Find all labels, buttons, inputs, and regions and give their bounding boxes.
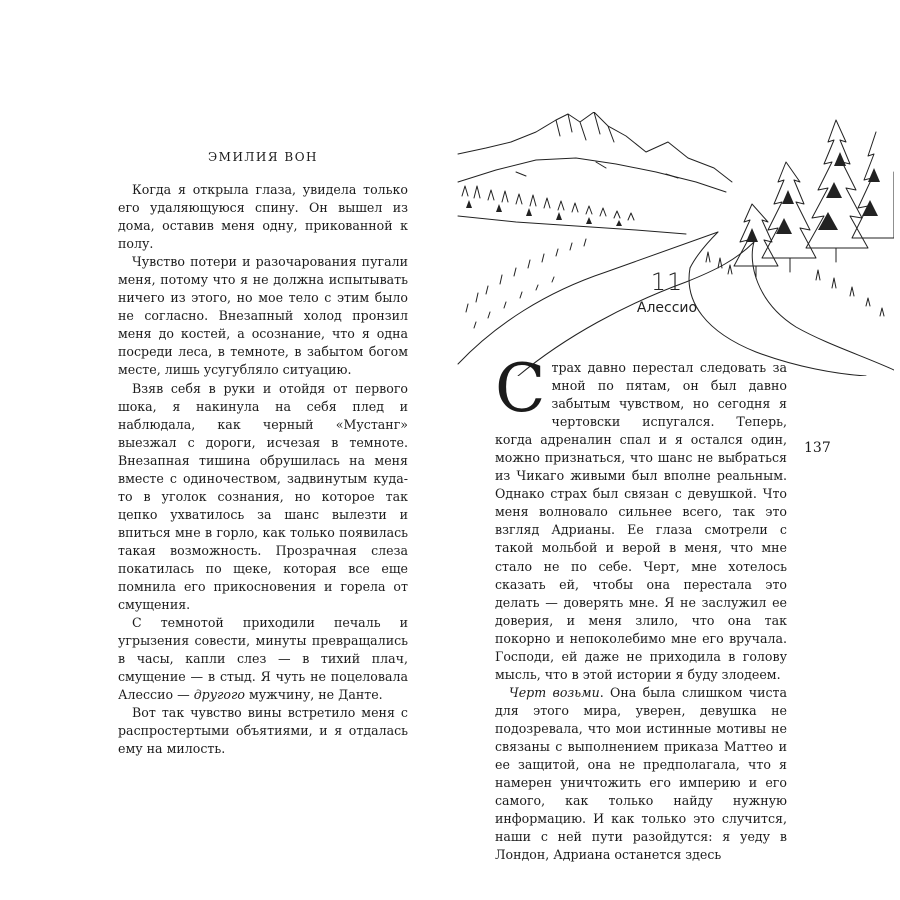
paragraph: Взяв себя в руки и отойдя от первого шока, я накинула на себя плед и наблюдала, как черный «Мустанг» выезжал с дороги, исчезая в темноте. Внезапная тишина обрушилась на меня вместе с одиночеством, задвинутым куда-то в уголок сознания, но которое так цепко ухватилось за шанс вылезти и впиться мне в горло, как только появилась такая возможность. Прозрачная слеза покатилась по щеке, которая все еще помнила его прикосновения и горела от смущения.: [118, 380, 408, 613]
paragraph: [118, 614, 408, 704]
paragraph: [495, 350, 787, 684]
mountain-road-illustration: [456, 112, 894, 376]
paragraph: Вот так чувство вины встретило меня с распростертыми объятиями, и я отдалась ему на милость.: [118, 705, 408, 757]
left-text-block: [118, 181, 408, 759]
page-number: 137: [804, 440, 831, 456]
paragraph: Чувство потери и разочарования пугали меня, потому что я не должна испытывать ничего из этого, но мое тело с этим было не согласно. Внезапный холод пронзил меня до костей, а осознание, что я одна посреди леса, в темноте, в забытом богом месте, лишь усугубляло ситуацию.: [118, 254, 408, 378]
paragraph: [495, 684, 787, 864]
paragraph-text: . Она была слишком чиста для этого мира, уверен, девушка не подозревала, что мои истинные мотивы не связаны с выполнением приказа Маттео и ее защитой, она не предполагала, что я намерен уничтожить его империю и его самого, как только найду нужную информацию. И как только это случится, наши с ней пути разойдутся: я уеду в Лондон, Адриана останется здесь: [495, 684, 787, 863]
paragraph: Когда я открыла глаза, увидела только его удаляющуюся спину. Он вышел из дома, оставив меня одну, прикованной к полу.: [118, 182, 408, 252]
drop-cap: С: [495, 350, 546, 427]
emphasis-text: Черт возьми: [509, 684, 600, 700]
running-head: ЭМИЛИЯ ВОН: [207, 150, 319, 164]
right-page: [450, 0, 900, 900]
chapter-number: 11: [650, 268, 684, 296]
right-text-block: [495, 350, 787, 864]
paragraph-text: мужчину, не Данте.: [244, 687, 383, 703]
chapter-title: Алессио: [636, 300, 698, 316]
emphasis-text: другого: [193, 687, 245, 703]
paragraph-text: С темнотой приходили печаль и угрызения совести, минуты превращались в часы, капли слез — в тихий плач, смущение — в стыд. Я чуть не поцеловала Алессио —: [118, 615, 408, 703]
paragraph-text: трах давно перестал следовать за мной по пятам, он был давно забытым чувством, но сегодня я чертовски испугался. Теперь, когда адреналин спал и я остался один, можно признаться, что шанс не выбраться из Чикаго живыми был вполне реальным. Однако страх был связан с девушкой. Что меня волновало сильнее всего, так это взгляд Адрианы. Ее глаза смотрели с такой мольбой и верой в меня, что мне стало не по себе. Черт, мне хотелось сказать ей, чтобы она перестала это делать — доверять мне. Я не заслужил ее доверия, и меня злило, что она так покорно и непоколебимо мне его вручала. Господи, ей даже не приходила в голову мысль, что в этой истории я буду злодеем.: [495, 360, 787, 682]
